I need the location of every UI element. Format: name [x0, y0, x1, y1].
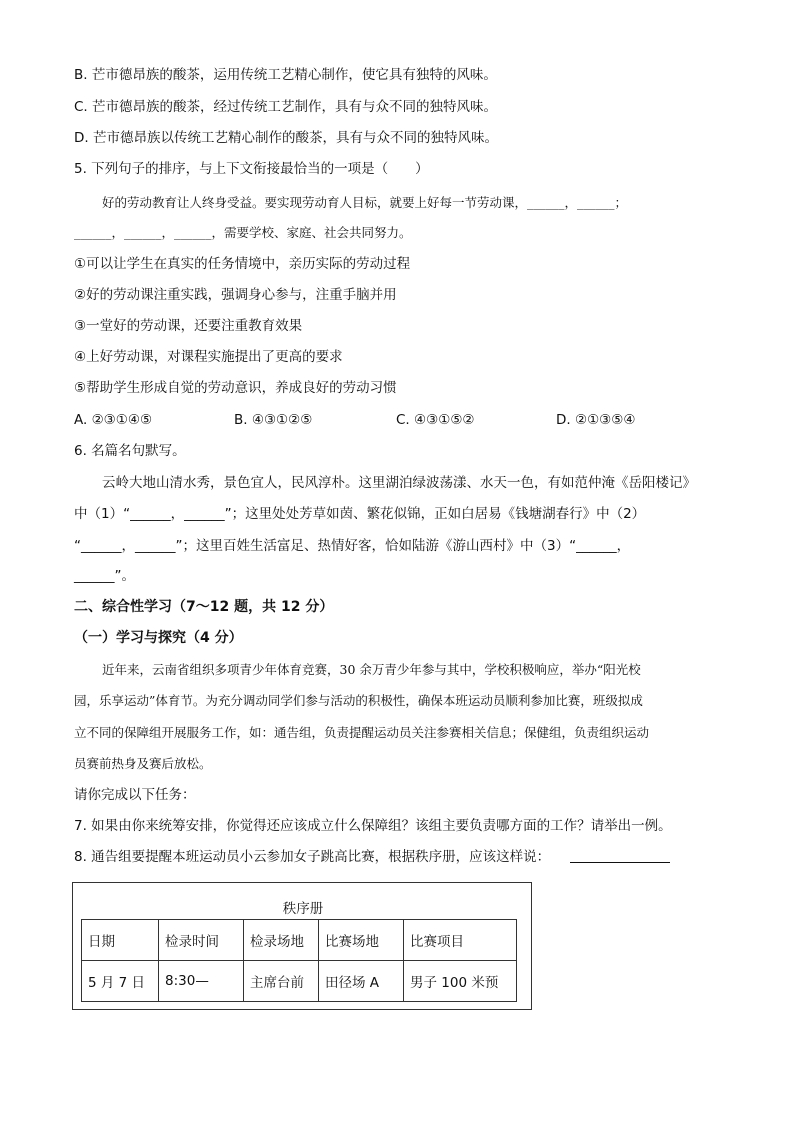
header-event-venue: 比赛场地 [319, 920, 404, 961]
schedule-caption: 秩序册 [282, 901, 324, 917]
section-2-passage-line-3: 立不同的保障组开展服务工作，如：通告组，负责提醒运动员关注参赛相关信息；保健组，负责组织运动 [74, 725, 650, 740]
question-8: 8. 通告组要提醒本班运动员小云参加女子跳高比赛，根据秩序册，应该这样说： [74, 849, 551, 865]
cell-date: 5 月 7 日 [82, 961, 159, 1002]
q5-sentence-1: ①可以让学生在真实的任务情境中，亲历实际的劳动过程 [74, 256, 411, 272]
q4-option-d: D. 芒市德昂族以传统工艺精心制作的酸茶，具有与众不同的独特风味。 [74, 130, 498, 146]
section-2-subtitle: （一）学习与探究（4 分） [74, 630, 243, 646]
q6-line-4: ______”。 [74, 568, 135, 584]
q5-sentence-5: ⑤帮助学生形成自觉的劳动意识，养成良好的劳动习惯 [74, 380, 397, 396]
q5-sentence-4: ④上好劳动课，对课程实施提出了更高的要求 [74, 349, 343, 365]
section-2-passage-line-1: 近年来，云南省组织多项青少年体育竞赛，30 余万青少年参与其中，学校积极响应，举办“阳光校 [102, 662, 641, 677]
cell-event: 男子 100 米预 [404, 961, 517, 1002]
q6-line-3: “______，______”；这里百姓生活富足、热情好客，恰如陆游《游山西村》中（3）“______， [74, 538, 631, 554]
task-intro: 请你完成以下任务： [74, 787, 196, 803]
q5-sentence-3: ③一堂好的劳动课，还要注重教育效果 [74, 318, 303, 334]
cell-checkin-time: 8:30— [159, 961, 244, 1002]
q5-stem: 5. 下列句子的排序，与上下文衔接最恰当的一项是（ ） [74, 161, 429, 177]
section-2-passage-line-4: 员赛前热身及赛后放松。 [74, 756, 212, 771]
header-checkin-venue: 检录场地 [244, 920, 319, 961]
section-2-title: 二、综合性学习（7～12 题，共 12 分） [74, 599, 334, 615]
cell-checkin-venue: 主席台前 [244, 961, 319, 1002]
q6-line-2: 中（1）“______，______”；这里处处芳草如茵、繁花似锦，正如白居易《钱塘湖春行》中（2） [74, 506, 646, 522]
q5-option-c: C. ④③①⑤② [396, 412, 475, 428]
section-2-passage-line-2: 园，乐享运动”体育节。为充分调动同学们参与活动的积极性，确保本班运动员顺利参加比赛，班级拟成 [74, 693, 643, 708]
q5-sentence-2: ②好的劳动课注重实践，强调身心参与，注重手脑并用 [74, 287, 397, 303]
q5-option-a: A. ②③①④⑤ [74, 412, 153, 428]
q4-option-c: C. 芒市德昂族的酸茶，经过传统工艺制作，具有与众不同的独特风味。 [74, 99, 498, 115]
header-event: 比赛项目 [404, 920, 517, 961]
question-7: 7. 如果由你来统筹安排，你觉得还应该成立什么保障组？该组主要负责哪方面的工作？请举出一例。 [74, 818, 672, 834]
cell-event-venue: 田径场 A [319, 961, 404, 1002]
schedule-table [81, 919, 517, 1002]
header-checkin-time: 检录时间 [159, 920, 244, 961]
schedule-table-frame [72, 882, 532, 1010]
q4-option-b: B. 芒市德昂族的酸茶，运用传统工艺精心制作，使它具有独特的风味。 [74, 67, 497, 83]
q5-option-d: D. ②①③⑤④ [556, 412, 636, 428]
q6-stem: 6. 名篇名句默写。 [74, 443, 186, 459]
q8-answer-blank[interactable] [570, 862, 670, 863]
header-date: 日期 [82, 920, 159, 961]
q5-passage-line-1: 好的劳动教育让人终身受益。要实现劳动育人目标，就要上好每一节劳动课，______，______； [102, 195, 628, 210]
table-row [82, 961, 517, 1002]
q5-passage-line-2: ______，______，______，需要学校、家庭、社会共同努力。 [74, 225, 412, 240]
q6-line-1: 云岭大地山清水秀，景色宜人，民风淳朴。这里湖泊绿波荡漾、水天一色，有如范仲淹《岳阳楼记》 [102, 475, 696, 491]
table-header-row [82, 920, 517, 961]
q5-option-b: B. ④③①②⑤ [234, 412, 313, 428]
